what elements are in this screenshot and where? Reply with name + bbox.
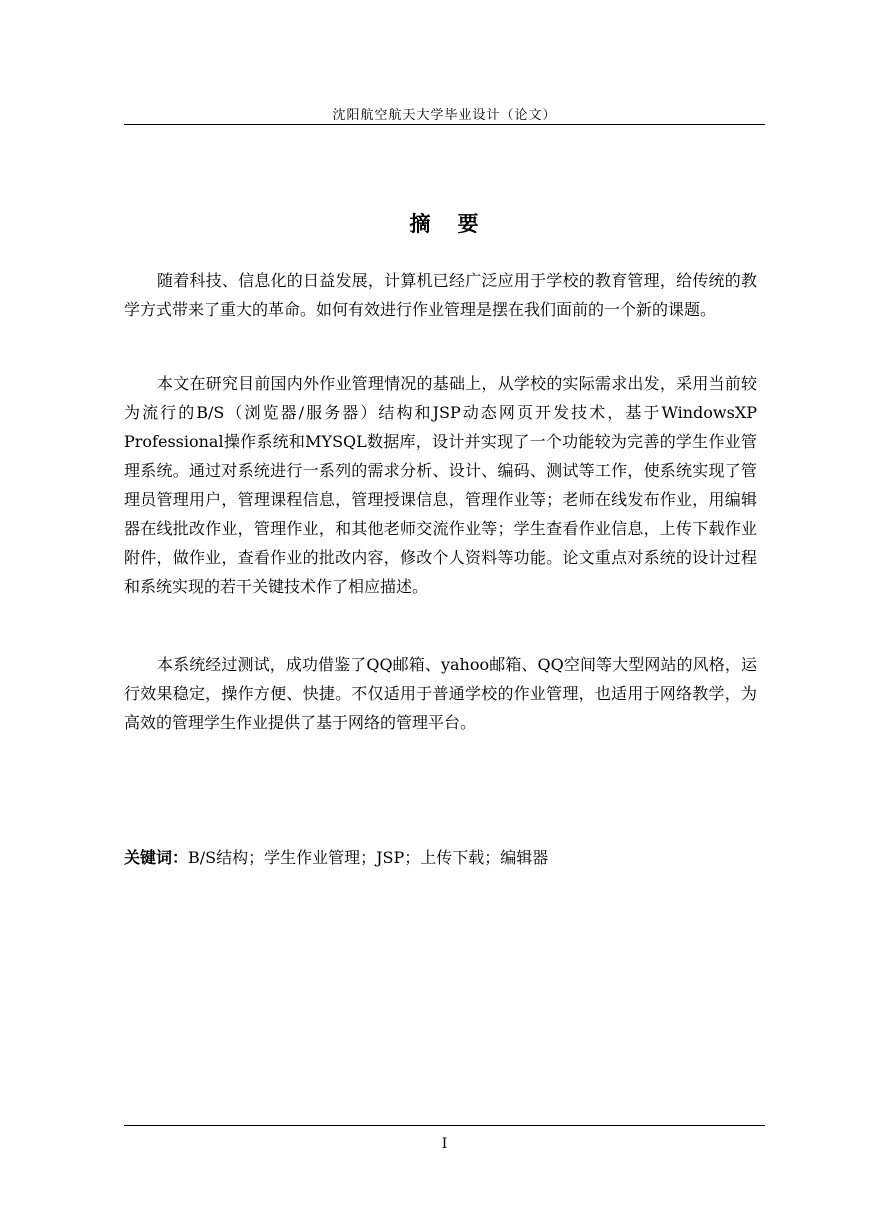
abstract-title-part1: 摘 [409, 211, 432, 236]
footer-divider [124, 1125, 765, 1126]
header-divider [124, 124, 765, 125]
keywords-label: 关键词： [124, 848, 189, 867]
abstract-paragraph-2: 本文在研究目前国内外作业管理情况的基础上，从学校的实际需求出发，采用当前较为流行的B/S（浏览器/服务器）结构和JSP动态网页开发技术，基于WindowsXP Professional操作系统和MYSQL数据库，设计并实现了一个功能较为完善的学生作业管理系统。通过对系统进行一系列的需求分析、设计、编码、测试等工作，使系统实现了管理员管理用户，管理课程信息，管理授课信息，管理作业等；老师在线发布作业，用编辑器在线批改作业，管理作业，和其他老师交流作业等；学生查看作业信息，上传下载作业附件，做作业，查看作业的批改内容，修改个人资料等功能。论文重点对系统的设计过程和系统实现的若干关键技术作了相应描述。 [124, 374, 757, 596]
abstract-title-part2: 要 [457, 211, 480, 236]
page-number: I [441, 1136, 448, 1152]
abstract-paragraph-1: 随着科技、信息化的日益发展，计算机已经广泛应用于学校的教育管理，给传统的教学方式带来了重大的革命。如何有效进行作业管理是摆在我们面前的一个新的课题。 [124, 271, 757, 319]
running-header: 沈阳航空航天大学毕业设计（论文） [332, 108, 557, 123]
abstract-title [124, 208, 765, 238]
keywords-line [124, 846, 765, 870]
abstract-paragraph-3: 本系统经过测试，成功借鉴了QQ邮箱、yahoo邮箱、QQ空间等大型网站的风格，运行效果稳定，操作方便、快捷。不仅适用于普通学校的作业管理，也适用于网络教学，为高效的管理学生作业提供了基于网络的管理平台。 [124, 655, 757, 732]
keywords-text: B/S结构；学生作业管理；JSP；上传下载；编辑器 [188, 848, 549, 867]
